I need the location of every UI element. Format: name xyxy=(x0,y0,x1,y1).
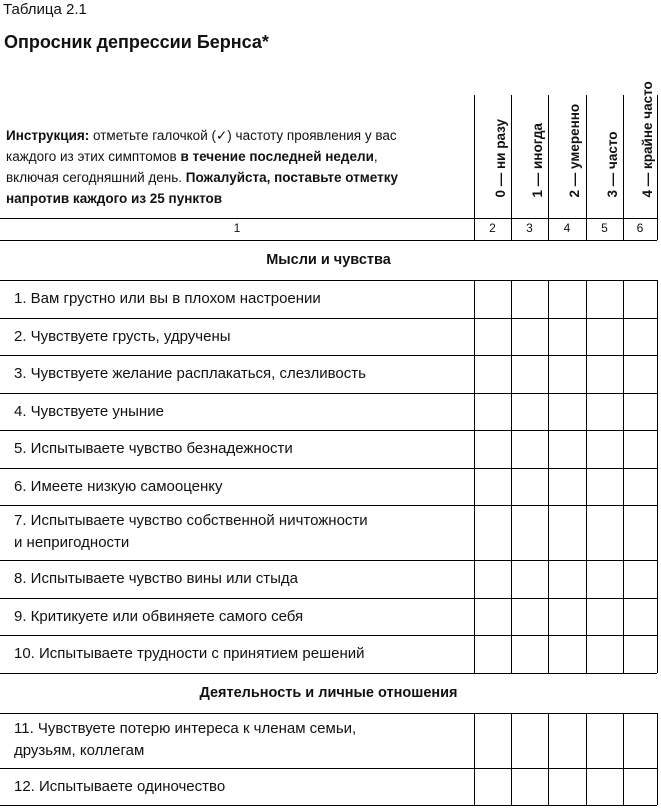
column-number: 3 xyxy=(526,221,533,235)
column-divider xyxy=(586,95,587,240)
answer-cell[interactable] xyxy=(624,636,657,673)
scale-header-cell xyxy=(548,0,586,205)
answer-cell[interactable] xyxy=(549,599,586,636)
page-title: Опросник депрессии Бернса* xyxy=(4,32,269,52)
answer-cell[interactable] xyxy=(587,281,623,318)
answer-cell[interactable] xyxy=(587,394,623,431)
answer-cell[interactable] xyxy=(587,636,623,673)
column-divider xyxy=(657,318,658,356)
answer-cell[interactable] xyxy=(549,394,586,431)
questionnaire-item: 7. Испытываете чувство собственной ничтожности и непригодности xyxy=(14,512,368,551)
column-divider xyxy=(474,95,475,240)
answer-cell[interactable] xyxy=(624,394,657,431)
answer-cell[interactable] xyxy=(624,281,657,318)
instruction-part-2: ) частоту проявления у вас каждого из этих симптомов xyxy=(6,128,397,164)
answer-cell[interactable] xyxy=(512,506,548,560)
questionnaire-item: 8. Испытываете чувство вины или стыда xyxy=(14,570,299,587)
answer-cell[interactable] xyxy=(587,431,623,468)
answer-cell[interactable] xyxy=(624,469,657,506)
answer-cell[interactable] xyxy=(624,561,657,598)
answer-cell[interactable] xyxy=(512,769,548,806)
instruction-part-1: отметьте галочкой ( xyxy=(89,128,216,143)
section-title: Мысли и чувства xyxy=(266,252,391,268)
answer-cell[interactable] xyxy=(549,561,586,598)
column-divider xyxy=(657,598,658,636)
answer-cell[interactable] xyxy=(512,561,548,598)
column-divider xyxy=(657,393,658,431)
column-divider xyxy=(657,635,658,673)
column-divider xyxy=(623,95,624,240)
scale-header-cell xyxy=(623,0,657,205)
answer-cell[interactable] xyxy=(549,319,586,356)
answer-cell[interactable] xyxy=(587,506,623,560)
answer-cell[interactable] xyxy=(587,356,623,393)
answer-cell[interactable] xyxy=(624,769,657,806)
check-mark-icon: ✓ xyxy=(215,128,228,143)
answer-cell[interactable] xyxy=(475,431,511,468)
column-divider xyxy=(657,355,658,393)
answer-cell[interactable] xyxy=(512,281,548,318)
answer-cell[interactable] xyxy=(475,469,511,506)
scale-label: 2 — умеренно xyxy=(567,103,582,198)
questionnaire-item: 11. Чувствуете потерю интереса к членам семьи, друзьям, коллегам xyxy=(14,719,357,759)
instruction-request: Пожалуйста, поставьте отметку напротив каждого из 25 пунктов xyxy=(6,170,398,206)
questionnaire-item: 9. Критикуете или обвиняете самого себя xyxy=(14,607,304,625)
answer-cell[interactable] xyxy=(512,469,548,506)
answer-cell[interactable] xyxy=(475,769,511,806)
column-divider xyxy=(657,95,658,240)
answer-cell[interactable] xyxy=(624,431,657,468)
scale-header-cell xyxy=(474,0,511,205)
column-number: 2 xyxy=(489,221,496,235)
questionnaire-item: 5. Испытываете чувство безнадежности xyxy=(14,440,293,457)
answer-cell[interactable] xyxy=(587,714,623,768)
column-number: 1 xyxy=(233,221,241,235)
scale-label: 1 — иногда xyxy=(529,123,545,198)
column-number: 6 xyxy=(636,221,644,235)
answer-cell[interactable] xyxy=(624,599,657,636)
row-divider xyxy=(0,218,657,219)
column-divider xyxy=(548,95,549,240)
answer-cell[interactable] xyxy=(549,281,586,318)
questionnaire-item: 1. Вам грустно или вы в плохом настроении xyxy=(14,290,321,307)
scale-label: 4 — крайне часто xyxy=(640,81,655,198)
answer-cell[interactable] xyxy=(475,599,511,636)
answer-cell[interactable] xyxy=(587,769,623,806)
answer-cell[interactable] xyxy=(512,356,548,393)
answer-cell[interactable] xyxy=(512,394,548,431)
questionnaire-item: 12. Испытываете одиночество xyxy=(14,777,226,795)
instruction-text xyxy=(6,125,431,209)
answer-cell[interactable] xyxy=(512,319,548,356)
answer-cell[interactable] xyxy=(512,431,548,468)
scale-header-cell xyxy=(511,0,548,205)
row-divider xyxy=(0,805,657,806)
instruction-label: Инструкция: xyxy=(6,128,90,143)
section-title: Деятельность и личные отношения xyxy=(199,684,458,701)
answer-cell[interactable] xyxy=(475,281,511,318)
scale-header-cell xyxy=(586,0,623,205)
answer-cell[interactable] xyxy=(512,714,548,768)
answer-cell[interactable] xyxy=(475,319,511,356)
column-number: 5 xyxy=(601,221,608,235)
scale-label: 3 — часто xyxy=(604,131,620,198)
row-divider xyxy=(0,240,657,241)
row-divider xyxy=(0,673,657,674)
answer-cell[interactable] xyxy=(624,714,657,768)
answer-cell[interactable] xyxy=(512,599,548,636)
answer-cell[interactable] xyxy=(624,506,657,560)
answer-cell[interactable] xyxy=(512,636,548,673)
answer-cell[interactable] xyxy=(475,561,511,598)
answer-cell[interactable] xyxy=(549,769,586,806)
answer-cell[interactable] xyxy=(549,356,586,393)
questionnaire-item: 2. Чувствуете грусть, удручены xyxy=(14,327,231,345)
instruction-part-3: , включая сегодняшний день. xyxy=(6,149,378,185)
questionnaire-item: 6. Имеете низкую самооценку xyxy=(14,477,223,495)
answer-cell[interactable] xyxy=(587,599,623,636)
column-divider xyxy=(657,713,658,768)
questionnaire-item: 3. Чувствуете желание расплакаться, слезливость xyxy=(14,365,366,382)
column-number: 4 xyxy=(563,221,571,235)
questionnaire-item: 4. Чувствуете уныние xyxy=(14,402,164,420)
answer-cell[interactable] xyxy=(475,636,511,673)
answer-cell[interactable] xyxy=(549,714,586,768)
instruction-period: в течение последней недели xyxy=(180,149,374,164)
answer-cell[interactable] xyxy=(475,714,511,768)
answer-cell[interactable] xyxy=(624,356,657,393)
answer-cell[interactable] xyxy=(549,469,586,506)
column-divider xyxy=(657,768,658,806)
answer-cell[interactable] xyxy=(587,319,623,356)
column-divider xyxy=(657,505,658,560)
column-divider xyxy=(657,280,658,318)
answer-cell[interactable] xyxy=(549,431,586,468)
column-divider xyxy=(657,430,658,468)
questionnaire-item: 10. Испытываете трудности с принятием решений xyxy=(14,645,365,662)
answer-cell[interactable] xyxy=(549,636,586,673)
answer-cell[interactable] xyxy=(475,356,511,393)
answer-cell[interactable] xyxy=(475,394,511,431)
answer-cell[interactable] xyxy=(624,319,657,356)
column-divider xyxy=(511,95,512,240)
answer-cell[interactable] xyxy=(475,506,511,560)
table-caption: Таблица 2.1 xyxy=(3,1,87,18)
scale-label: 0 — ни разу xyxy=(492,118,508,198)
column-divider xyxy=(657,560,658,598)
column-divider xyxy=(657,468,658,506)
answer-cell[interactable] xyxy=(587,561,623,598)
answer-cell[interactable] xyxy=(587,469,623,506)
answer-cell[interactable] xyxy=(549,506,586,560)
